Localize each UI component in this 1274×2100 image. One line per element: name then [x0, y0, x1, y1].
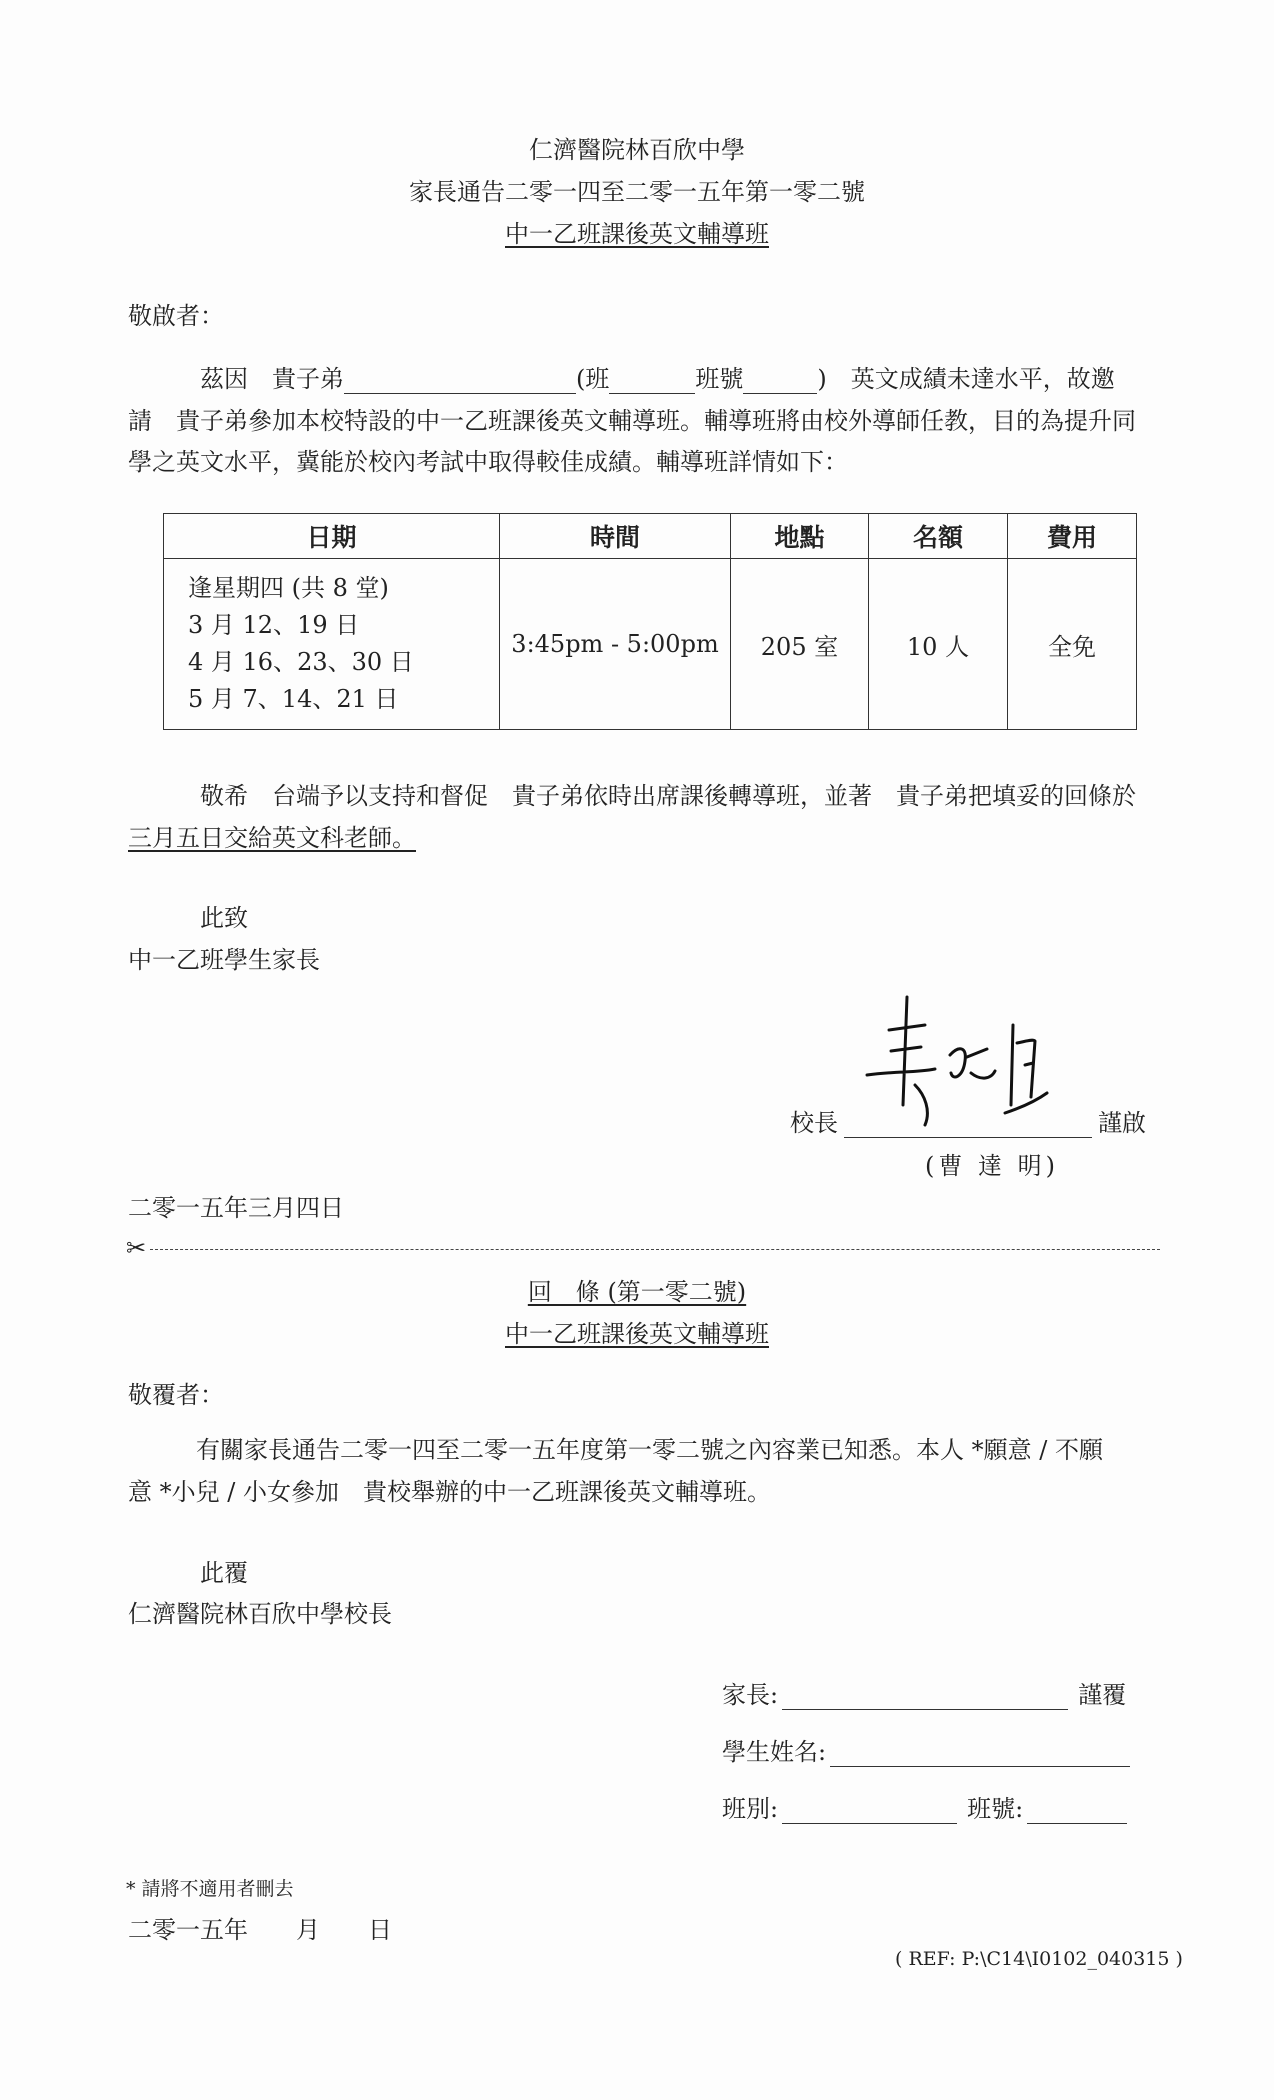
- intro-line-3: 學之英文水平，冀能於校內考試中取得較佳成績。輔導班詳情如下：: [128, 448, 848, 476]
- table-row: [164, 559, 1137, 730]
- reply-recipient: 仁濟醫院林百欣中學校長: [128, 1600, 392, 1628]
- reply-subject: 中一乙班課後英文輔導班: [505, 1320, 769, 1348]
- dates-cell: [164, 559, 500, 730]
- principal-name: (曹 達 明): [925, 1152, 1059, 1180]
- reply-date: 二零一五年 月 日: [128, 1916, 392, 1944]
- scissors-icon: ✂: [126, 1234, 147, 1262]
- notice-subject: 中一乙班課後英文輔導班: [505, 220, 769, 248]
- header-venue: 地點: [731, 514, 869, 559]
- quota-cell: 10 人: [869, 559, 1008, 730]
- closing-greeting: 此致: [200, 904, 248, 932]
- reply-title: 回 條 (第一零二號): [527, 1278, 747, 1306]
- dates-line: 4 月 16、23、30 日: [188, 648, 414, 676]
- intro-line-2: 請 貴子弟參加本校特設的中一乙班課後英文輔導班。輔導班將由校外導師任教，目的為提升同: [128, 407, 1136, 435]
- details-table: [163, 513, 1137, 730]
- reply-line-2: 意 *小兒 / 小女參加 貴校舉辦的中一乙班課後英文輔導班。: [128, 1478, 771, 1506]
- time-cell: 3:45pm - 5:00pm: [500, 559, 731, 730]
- venue-cell: 205 室: [731, 559, 869, 730]
- dates-line: 逢星期四 (共 8 堂): [188, 574, 389, 602]
- reply-greeting: 此覆: [200, 1559, 248, 1587]
- reply-line-1: 有關家長通告二零一四至二零一五年度第一零二號之內容業已知悉。本人 *願意 / 不願: [196, 1436, 1103, 1464]
- header-fee: 費用: [1008, 514, 1137, 559]
- request-line-1: 敬希 台端予以支持和督促 貴子弟依時出席課後轉導班，並著 貴子弟把填妥的回條於: [200, 782, 1136, 810]
- intro-line-1: 茲因 貴子弟 (班 班號 ) 英文成績未達水平，故邀: [200, 365, 1115, 393]
- dates-line: 5 月 7、14、21 日: [188, 685, 399, 713]
- header-time: 時間: [500, 514, 731, 559]
- fee-cell: 全免: [1008, 559, 1137, 730]
- request-line-2: 三月五日交給英文科老師。: [128, 824, 416, 852]
- class-field[interactable]: 班別: 班號:: [722, 1789, 1127, 1824]
- notice-number: 家長通告二零一四至二零一五年第一零二號: [409, 178, 865, 206]
- reply-salutation: 敬覆者：: [128, 1381, 224, 1409]
- header-date: 日期: [164, 514, 500, 559]
- principal-line: 校長 謹啟: [790, 1109, 1146, 1137]
- closing-recipient: 中一乙班學生家長: [128, 946, 320, 974]
- issue-date: 二零一五年三月四日: [128, 1194, 344, 1222]
- school-name: 仁濟醫院林百欣中學: [529, 136, 745, 164]
- cut-line: [150, 1249, 1160, 1250]
- salutation: 敬啟者：: [128, 302, 224, 330]
- dates-line: 3 月 12、19 日: [188, 611, 360, 639]
- reference-number: ( REF: P:\C14\I0102_040315 ): [895, 1948, 1183, 1970]
- header-quota: 名額: [869, 514, 1008, 559]
- table-header-row: [164, 514, 1137, 559]
- parent-signature-field[interactable]: 家長: 謹覆: [722, 1681, 1127, 1709]
- student-name-field[interactable]: 學生姓名:: [722, 1732, 1130, 1767]
- footnote: * 請將不適用者刪去: [126, 1878, 294, 1900]
